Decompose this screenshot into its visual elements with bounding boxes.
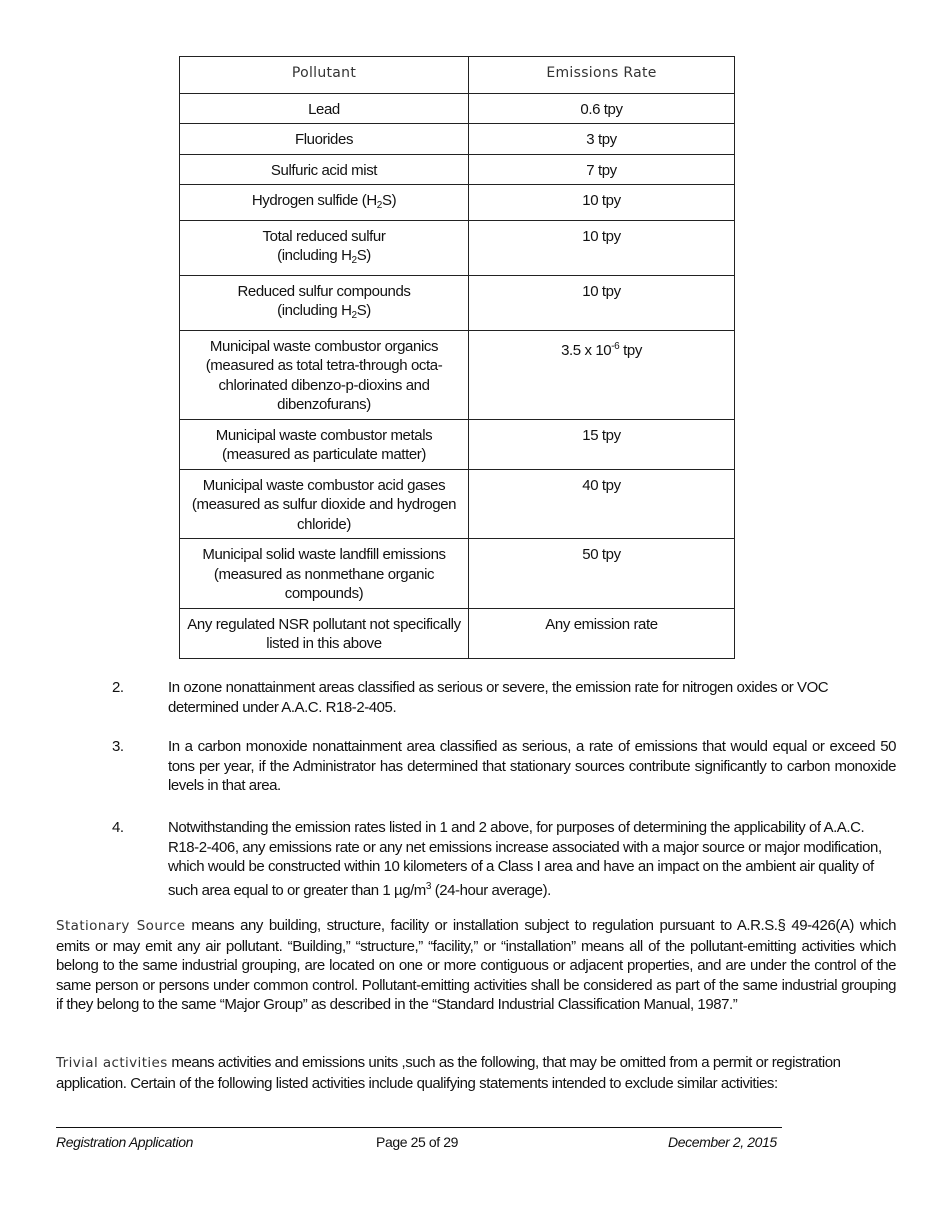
pollutant-text: Total reduced sulfur [262, 227, 386, 245]
rate-cell: 15 tpy [469, 419, 735, 469]
pollutant-text: S) [356, 302, 371, 319]
item-text-main: Notwithstanding the emission rates listed in 1 and 2 above, for purposes of determining the applicability of A.A.C. R18-2-406, any emissions rate or any net emissions increase associated with a major source or major modification, which would be constructed within 10 kilometers of a Class I area and have an impact on the ambient air quality of such area equal to or greater than 1 µg/m [168, 819, 882, 899]
table-row [180, 419, 735, 469]
pollutant-cell [180, 275, 469, 330]
item-text-tail: (24-hour average). [430, 881, 551, 899]
pollutant-cell [180, 220, 469, 275]
superscript: 3 [425, 880, 431, 892]
rate-cell: 40 tpy [469, 469, 735, 539]
definition-stationary-source [56, 916, 896, 1015]
definition-text: means any building, structure, facility or installation subject to regulation pursuant to A.R.S.§ 49-426(A) which emits or may emit any air pollutant. “Building,” “structure,” “facility,” or “installation” means all of the pollutant-emitting activities which belong to the same industrial grouping, are located on one or more contiguous or adjacent properties, and are under the control of the same person or persons under common control. Pollutant-emitting activities shall be considered as part of the same industrial grouping if they belong to the same “Major Group” as described in the “Standard Industrial Classification Manual, 1987.” [56, 917, 897, 1013]
table-row [180, 185, 735, 221]
pollutant-text: Reduced sulfur compounds [237, 282, 411, 300]
defined-term: Stationary Source [56, 918, 186, 934]
table-header-row [180, 57, 735, 94]
subscript: 2 [351, 255, 357, 266]
definition-text: means activities and emissions units ,such as the following, that may be omitted from a permit or registration application. Certain of the following listed activities include qualifying statements intended to exclude similar activities: [56, 1054, 841, 1092]
defined-term: Trivial activities [56, 1055, 168, 1071]
item-number: 2. [112, 679, 124, 696]
rate-cell: 10 tpy [469, 275, 735, 330]
rate-cell: 3 tpy [469, 124, 735, 155]
pollutant-cell: Municipal solid waste landfill emissions (measured as nonmethane organic compounds) [180, 539, 469, 609]
numbered-item-2 [112, 678, 896, 717]
pollutant-cell: Lead [180, 93, 469, 124]
table-row [180, 220, 735, 275]
pollutant-cell: Any regulated NSR pollutant not specifically listed in this above [180, 608, 469, 658]
rate-cell: Any emission rate [469, 608, 735, 658]
item-text [168, 818, 896, 900]
subscript: 2 [376, 200, 382, 211]
table-row [180, 608, 735, 658]
table-row [180, 93, 735, 124]
rate-cell: 0.6 tpy [469, 93, 735, 124]
pollutant-text: (including H [277, 247, 352, 264]
pollutant-cell: Municipal waste combustor acid gases (measured as sulfur dioxide and hydrogen chloride) [180, 469, 469, 539]
superscript: -6 [611, 340, 620, 352]
footer-document-title: Registration Application [56, 1134, 193, 1150]
item-number: 3. [112, 738, 124, 755]
table-row [180, 154, 735, 185]
pollutant-cell [180, 185, 469, 221]
numbered-item-3 [112, 737, 896, 796]
pollutant-text: (including H [277, 302, 352, 319]
rate-cell [469, 330, 735, 419]
table-row [180, 330, 735, 419]
pollutant-cell: Sulfuric acid mist [180, 154, 469, 185]
pollutant-cell: Municipal waste combustor metals (measured as particulate matter) [180, 419, 469, 469]
emissions-table [179, 56, 735, 659]
column-header-pollutant: Pollutant [180, 57, 469, 94]
footer-divider [56, 1127, 782, 1128]
footer-page-number: Page 25 of 29 [376, 1134, 458, 1150]
pollutant-text: S) [356, 247, 371, 264]
table-row [180, 124, 735, 155]
footer-date: December 2, 2015 [668, 1134, 777, 1150]
rate-cell: 7 tpy [469, 154, 735, 185]
table-row [180, 469, 735, 539]
definition-trivial-activities [56, 1053, 896, 1093]
rate-cell: 10 tpy [469, 185, 735, 221]
rate-text: 3.5 x 10 [561, 341, 612, 359]
item-text: In ozone nonattainment areas classified as serious or severe, the emission rate for nitrogen oxides or VOC determined under A.A.C. R18-2-405. [168, 679, 829, 716]
numbered-item-4 [112, 818, 896, 900]
rate-text: tpy [619, 341, 642, 359]
table-row [180, 275, 735, 330]
subscript: 2 [351, 310, 357, 321]
pollutant-cell: Fluorides [180, 124, 469, 155]
table-row [180, 539, 735, 609]
pollutant-text: Hydrogen sulfide (H [251, 192, 377, 209]
rate-cell: 50 tpy [469, 539, 735, 609]
item-text: In a carbon monoxide nonattainment area classified as serious, a rate of emissions that would equal or exceed 50 tons per year, if the Administrator has determined that stationary sources contribute significantly to carbon monoxide levels in that area. [168, 738, 896, 794]
pollutant-text: S) [381, 192, 397, 209]
item-number: 4. [112, 819, 124, 836]
pollutant-cell: Municipal waste combustor organics (measured as total tetra-through octa-chlorinated dibenzo-p-dioxins and dibenzofurans) [180, 330, 469, 419]
rate-cell: 10 tpy [469, 220, 735, 275]
column-header-emissions-rate: Emissions Rate [469, 57, 735, 94]
